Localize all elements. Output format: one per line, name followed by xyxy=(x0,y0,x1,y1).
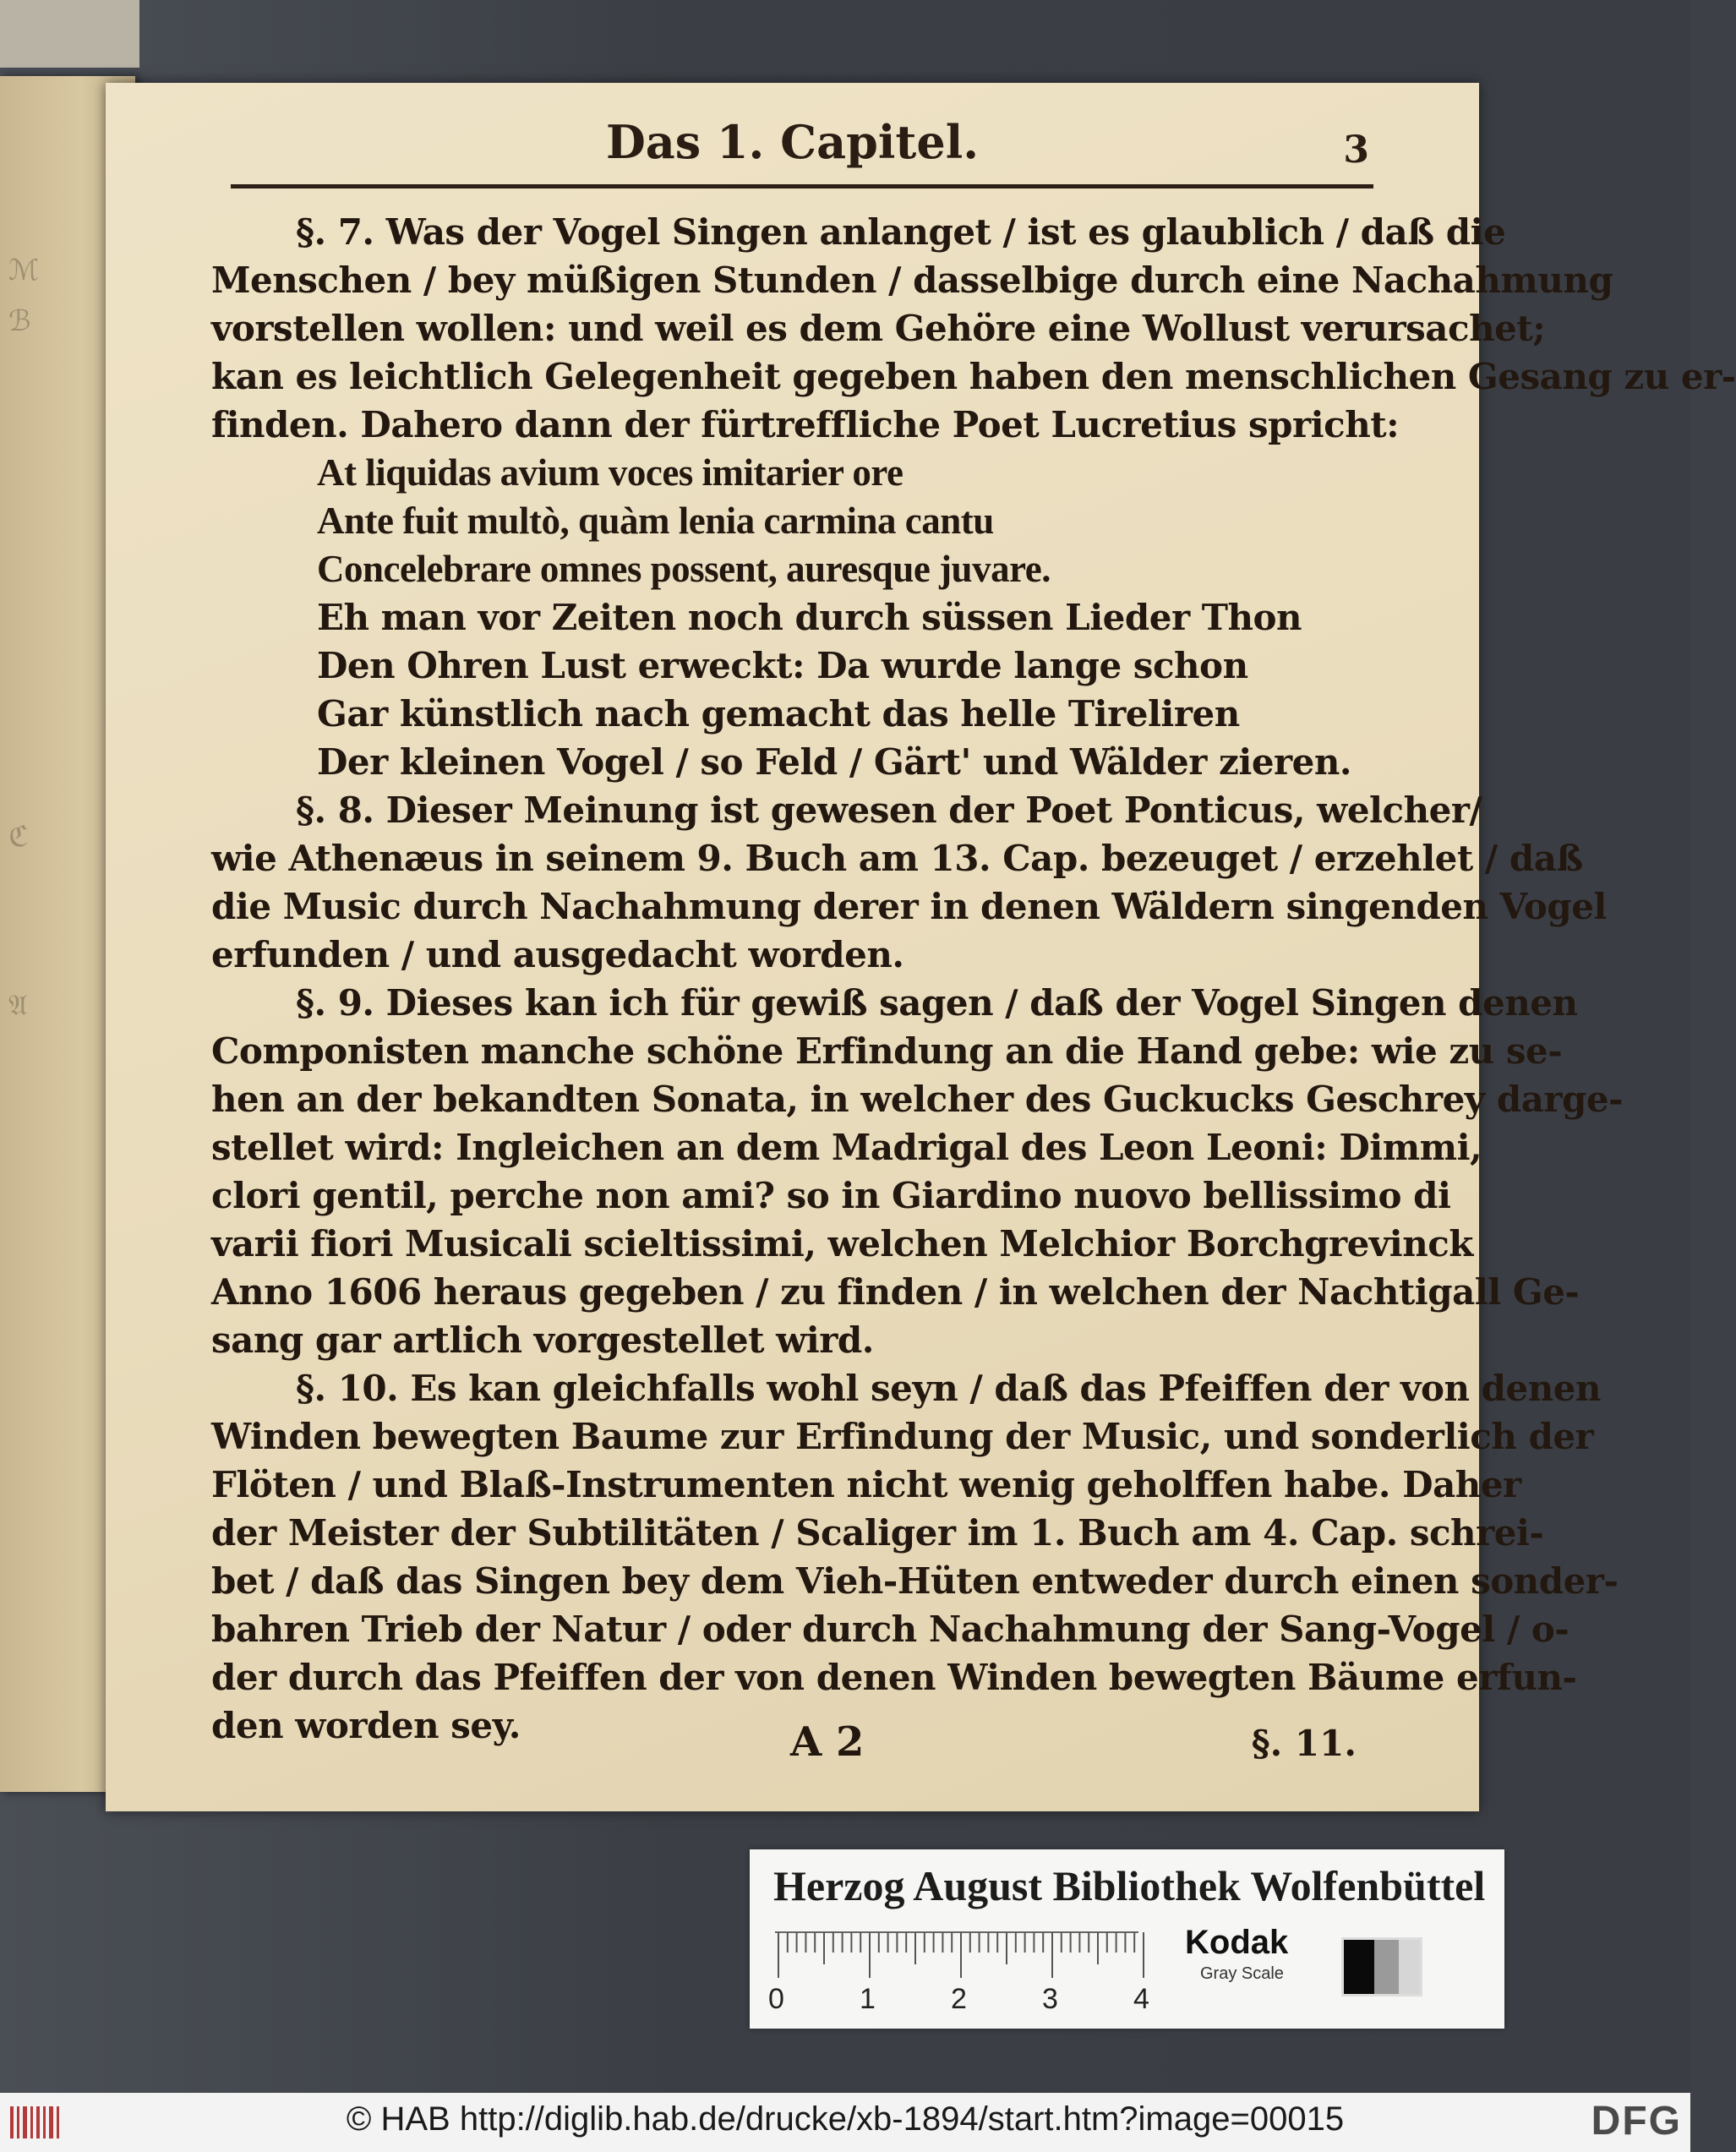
text-line: kan es leichtlich Gelegenheit gegeben haben den menschlichen Gesang zu er- xyxy=(211,356,1736,397)
text-line: wie Athenæus in seinem 9. Buch am 13. Cap. bezeuget / erzehlet / daß xyxy=(211,838,1583,879)
ruler-number: 0 xyxy=(768,1983,784,2015)
text-line: vorstellen wollen: und weil es dem Gehöre eine Wollust verursachet; xyxy=(211,308,1546,349)
body-text xyxy=(211,208,1736,1750)
text-line: stellet wird: Ingleichen an dem Madrigal des Leon Leoni: Dimmi, xyxy=(211,1127,1482,1168)
text-line: Eh man vor Zeiten noch durch süssen Lieder Thon xyxy=(317,597,1302,638)
bleed-through-mark: ℭ xyxy=(8,820,29,854)
previous-page-top xyxy=(0,0,139,68)
grayscale-label: Gray Scale xyxy=(1200,1964,1284,1983)
ruler-number: 4 xyxy=(1133,1983,1149,2015)
text-line: §. 10. Es kan gleichfalls wohl seyn / daß das Pfeiffen der von denen xyxy=(296,1368,1601,1409)
text-line: die Music durch Nachahmung derer in denen Wäldern singenden Vogel xyxy=(211,886,1607,927)
text-line: erfunden / und ausgedacht worden. xyxy=(211,934,904,975)
grayscale-swatch xyxy=(1341,1937,1422,1996)
text-line: Flöten / und Blaß-Instrumenten nicht wenig geholffen habe. Daher xyxy=(211,1464,1521,1505)
bleed-through-mark: 𝔄 xyxy=(8,989,28,1023)
ruler-number: 2 xyxy=(951,1983,967,2015)
text-line: At liquidas avium voces imitarier ore xyxy=(317,451,903,494)
text-line: der Meister der Subtilitäten / Scaliger im 1. Buch am 4. Cap. schrei- xyxy=(211,1512,1544,1554)
text-line: den worden sey. xyxy=(211,1705,521,1746)
text-line: bahren Trieb der Natur / oder durch Nachahmung der Sang-Vogel / o- xyxy=(211,1609,1569,1650)
header-rule xyxy=(231,184,1373,188)
text-line: bet / daß das Singen bey dem Vieh-Hüten entweder durch einen sonder- xyxy=(211,1560,1619,1602)
text-line: sang gar artlich vorgestellet wird. xyxy=(211,1319,874,1361)
dfg-logo: DFG xyxy=(1591,2099,1682,2144)
scale-ruler xyxy=(775,1927,1248,1983)
bleed-through-mark: ℳ xyxy=(8,254,40,287)
text-line: Menschen / bey müßigen Stunden / dasselbige durch eine Nachahmung xyxy=(211,259,1613,301)
text-line: Gar künstlich nach gemacht das helle Tireliren xyxy=(317,693,1240,735)
bleed-through-mark: ℬ xyxy=(8,304,31,338)
text-line: Winden bewegten Baume zur Erfindung der Music, und sonderlich der xyxy=(211,1416,1594,1457)
text-line: Der kleinen Vogel / so Feld / Gärt' und Wälder zieren. xyxy=(317,741,1352,783)
ruler-number: 3 xyxy=(1042,1983,1058,2015)
book-page xyxy=(106,83,1736,1811)
text-line: der durch das Pfeiffen der von denen Winden bewegten Bäume erfun- xyxy=(211,1657,1577,1698)
library-color-card xyxy=(750,1849,1504,2029)
text-line: §. 7. Was der Vogel Singen anlanget / ist es glaublich / daß die xyxy=(296,211,1506,253)
footer-bar xyxy=(0,2093,1690,2152)
running-head: Das 1. Capitel. xyxy=(605,115,980,169)
kodak-logo: Kodak xyxy=(1185,1924,1289,1961)
signature-mark: A 2 xyxy=(790,1718,865,1766)
text-line: Den Ohren Lust erweckt: Da wurde lange schon xyxy=(317,645,1248,686)
copyright-url[interactable]: © HAB http://diglib.hab.de/drucke/xb-1894/start.htm?image=00015 xyxy=(346,2100,1345,2138)
text-line: Concelebrare omnes possent, auresque juvare. xyxy=(317,548,1051,590)
text-line: clori gentil, perche non ami? so in Giardino nuovo bellissimo di xyxy=(211,1175,1451,1216)
text-line: varii fiori Musicali scieltissimi, welchen Melchior Borchgrevinck xyxy=(211,1223,1473,1264)
text-line: §. 8. Dieser Meinung ist gewesen der Poet Ponticus, welcher/ xyxy=(296,789,1482,831)
ruler-number: 1 xyxy=(860,1983,876,2015)
page-number: 3 xyxy=(1343,128,1369,172)
text-line: §. 9. Dieses kan ich für gewiß sagen / daß der Vogel Singen denen xyxy=(296,982,1578,1024)
text-line: Anno 1606 heraus gegeben / zu finden / in welchen der Nachtigall Ge- xyxy=(211,1271,1580,1313)
text-line: finden. Dahero dann der fürtreffliche Poet Lucretius spricht: xyxy=(211,404,1400,445)
text-line: Ante fuit multò, quàm lenia carmina cantu xyxy=(317,500,994,542)
library-name: Herzog August Bibliothek Wolfenbüttel xyxy=(773,1862,1486,1909)
catchword: §. 11. xyxy=(1251,1723,1357,1764)
text-line: Componisten manche schöne Erfindung an die Hand gebe: wie zu se- xyxy=(211,1030,1563,1072)
text-line: hen an der bekandten Sonata, in welcher des Guckucks Geschrey darge- xyxy=(211,1079,1624,1120)
